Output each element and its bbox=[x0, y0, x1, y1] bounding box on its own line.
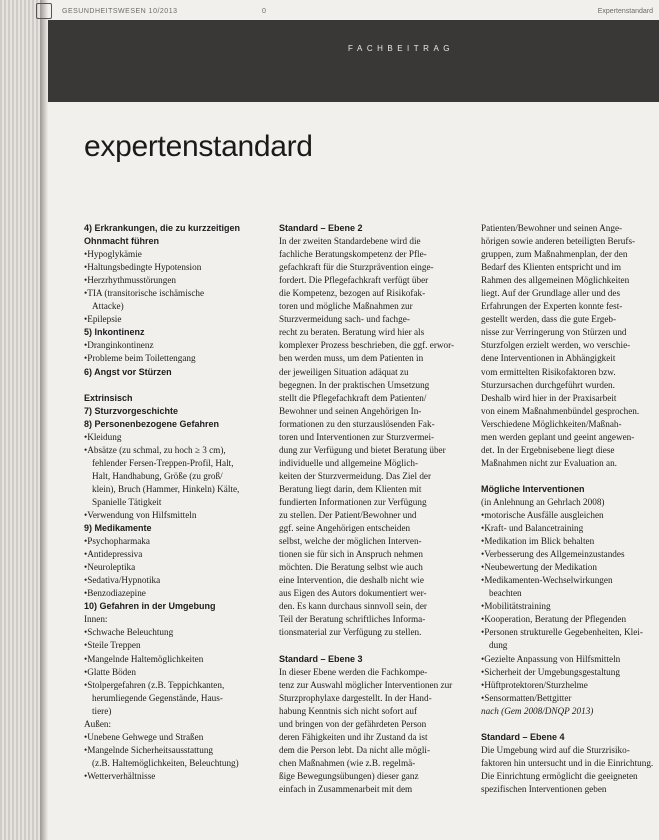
text-line: Ohnmacht führen bbox=[84, 236, 160, 247]
text-line bbox=[481, 718, 659, 731]
text-line: Beratung liegt darin, dem Klienten mit bbox=[279, 483, 422, 494]
text-line: • Antidepressiva bbox=[84, 548, 264, 561]
text-line: • motorische Ausfälle ausgleichen bbox=[481, 509, 659, 522]
text-line: • Verbesserung des Allgemeinzustandes bbox=[481, 548, 659, 561]
text-line: • Psychopharmaka bbox=[84, 535, 264, 548]
text-line: (in Anlehnung an Gehrlach 2008) bbox=[481, 496, 605, 507]
text-line: gefachkraft für die Sturzprävention einge- bbox=[279, 262, 434, 273]
text-line: Sturzprophylaxe dargestellt. In der Hand- bbox=[279, 692, 432, 703]
text-line: • Herzrhythmusstörungen bbox=[84, 274, 264, 287]
text-line: fachliche Beratungskompetenz der Pfle- bbox=[279, 249, 427, 260]
text-line: Bewohner und seinen Angehörigen In- bbox=[279, 405, 422, 416]
text-line: • Probleme beim Toilettengang bbox=[84, 352, 264, 365]
text-line: • Mangelnde Haltemöglichkeiten bbox=[84, 653, 264, 666]
text-line: • Haltungsbedingte Hypotension bbox=[84, 261, 264, 274]
text-line: komplexer Prozess beschrieben, die ggf. erwor- bbox=[279, 340, 455, 351]
text-line: eine Intervention, die deshalb nicht wie bbox=[279, 575, 424, 586]
text-line: selbst, welche der möglichen Interven- bbox=[279, 536, 422, 547]
text-line: • Hypoglykämie bbox=[84, 248, 264, 261]
text-line: Attacke) bbox=[92, 301, 124, 312]
text-line bbox=[279, 640, 459, 653]
text-line: Innen: bbox=[84, 614, 108, 625]
stacked-page-edges bbox=[0, 0, 40, 840]
text-line: Mögliche Interventionen bbox=[481, 483, 585, 494]
text-line: recht zu beraten. Beratung wird hier als bbox=[279, 327, 425, 338]
text-line: • Steile Treppen bbox=[84, 639, 264, 652]
text-column-1 bbox=[84, 222, 264, 783]
text-line: liegt. Auf der Grundlage aller und des bbox=[481, 288, 621, 299]
text-line: 9) Medikamente bbox=[84, 523, 152, 534]
header-right-text: Expertenstandard bbox=[597, 8, 653, 15]
text-line: vom ermittelten Risikofaktoren bzw. bbox=[481, 366, 616, 377]
text-line: faktoren hin untersucht und in die Einrichtung. bbox=[481, 757, 654, 768]
text-line: tiere) bbox=[92, 705, 112, 716]
text-line: beachten bbox=[489, 588, 522, 599]
text-line: dene Interventionen in Abhängigkeit bbox=[481, 353, 616, 364]
text-line: keiten der Sturzvermeidung. Das Ziel der bbox=[279, 470, 432, 481]
text-line: stellt die Pflegefachkraft dem Patienten/ bbox=[279, 392, 427, 403]
header-page-number: 0 bbox=[262, 8, 266, 15]
text-line: Standard – Ebene 4 bbox=[481, 731, 565, 742]
text-line: • Absätze (zu schmal, zu hoch ≥ 3 cm), bbox=[84, 444, 264, 457]
text-line: Verschiedene Möglichkeiten/Maßnah- bbox=[481, 418, 622, 429]
text-line: • Glatte Böden bbox=[84, 666, 264, 679]
text-line: Erfahrungen der Experten konnte fest- bbox=[481, 301, 623, 312]
text-line: det. In der Ergebnisebene liegt diese bbox=[481, 444, 615, 455]
text-line: den. Es kann durchaus sinnvoll sein, der bbox=[279, 601, 427, 612]
text-line: Die Einrichtung ermöglicht die geeigneten bbox=[481, 770, 638, 781]
text-line: ßige Bewegungsübungen) dieser ganz bbox=[279, 770, 419, 781]
text-line: Extrinsisch bbox=[84, 392, 133, 403]
text-line: tionsmaterial zur Verfügung zu stellen. bbox=[279, 627, 422, 638]
text-line: • Medikation im Blick behalten bbox=[481, 535, 659, 548]
text-line: Standard – Ebene 3 bbox=[279, 653, 363, 664]
text-line: begegnen. In der praktischen Umsetzung bbox=[279, 379, 430, 390]
text-line: • Benzodiazepine bbox=[84, 587, 264, 600]
text-line: die Kompetenz, bezogen auf Risikofak- bbox=[279, 288, 426, 299]
text-line: • Unebene Gehwege und Straßen bbox=[84, 731, 264, 744]
text-line: Bedarf des Klienten entspricht und im bbox=[481, 262, 622, 273]
text-line: aus Eigen des Autors dokumentiert wer- bbox=[279, 588, 427, 599]
text-line: Sturzursachen durchgeführt wurden. bbox=[481, 379, 615, 390]
text-line: möchten. Die Beratung selbst wie auch bbox=[279, 562, 423, 573]
journal-logo-icon bbox=[36, 3, 52, 19]
text-line: In der zweiten Standardebene wird die bbox=[279, 236, 421, 247]
text-line: Standard – Ebene 2 bbox=[279, 223, 363, 233]
text-line: ggf. seine Angehörigen entscheiden bbox=[279, 523, 411, 534]
text-line: • Medikamenten-Wechselwirkungen bbox=[481, 574, 659, 587]
text-line: Deshalb wird hier in der Praxisarbeit bbox=[481, 392, 617, 403]
text-line: • Stolpergefahren (z.B. Teppichkanten, bbox=[84, 679, 264, 692]
text-line: habung Kenntnis sich nicht sofort auf bbox=[279, 705, 418, 716]
text-line: • Kleidung bbox=[84, 431, 264, 444]
text-line: von einem Maßnahmenbündel gesprochen. bbox=[481, 405, 640, 416]
text-line: Maßnahmen nicht zur Evaluation an. bbox=[481, 457, 617, 468]
text-line: • Kraft- und Balancetraining bbox=[481, 522, 659, 535]
text-line: 8) Personenbezogene Gefahren bbox=[84, 418, 220, 429]
text-line: spezifischen Interventionen geben bbox=[481, 783, 607, 794]
text-line: formationen zu den sturzauslösenden Fak- bbox=[279, 418, 435, 429]
text-line: deren Fähigkeiten und ihr Zustand da ist bbox=[279, 731, 428, 742]
text-line: fundierten Informationen zur Verfügung bbox=[279, 496, 427, 507]
text-line: Sturzfolgen erzielt werden, wo verschie- bbox=[481, 340, 631, 351]
text-line: • Dranginkontinenz bbox=[84, 339, 264, 352]
text-line: nisse zur Verringerung von Stürzen und bbox=[481, 327, 627, 338]
text-line: • Personen strukturelle Gegebenheiten, Klei- bbox=[481, 626, 659, 639]
text-line: hörigen sowie anderen beteiligten Berufs- bbox=[481, 236, 636, 247]
text-line: • TIA (transitorische ischämische bbox=[84, 287, 264, 300]
text-line: • Epilepsie bbox=[84, 313, 264, 326]
text-line: • Verwendung von Hilfsmitteln bbox=[84, 509, 264, 522]
text-line: Patienten/Bewohner und seinen Ange- bbox=[481, 223, 623, 233]
text-line: 10) Gefahren in der Umgebung bbox=[84, 601, 216, 612]
text-line: (z.B. Haltemöglichkeiten, Beleuchtung) bbox=[92, 757, 239, 768]
section-label: FACHBEITRAG bbox=[348, 44, 454, 53]
text-line: • Mangelnde Sicherheitsausstattung bbox=[84, 744, 264, 757]
text-line: Die Umgebung wird auf die Sturzrisiko- bbox=[481, 744, 630, 755]
page-title: expertenstandard bbox=[84, 130, 313, 163]
text-line: • Sicherheit der Umgebungsgestaltung bbox=[481, 666, 659, 679]
text-line: tionen sie für sich in Anspruch nehmen bbox=[279, 549, 423, 560]
text-line: fordert. Die Pflegefachkraft verfügt über bbox=[279, 275, 429, 286]
text-line: 6) Angst vor Stürzen bbox=[84, 366, 172, 377]
text-line: dung bbox=[489, 640, 508, 651]
text-line: • Kooperation, Beratung der Pflegenden bbox=[481, 613, 659, 626]
running-header bbox=[0, 0, 659, 20]
text-column-2 bbox=[279, 222, 459, 796]
text-line: gestellt werden, dass die gute Ergeb- bbox=[481, 314, 617, 325]
text-line bbox=[84, 379, 264, 392]
text-line: • Wetterverhältnisse bbox=[84, 770, 264, 783]
section-banner bbox=[48, 20, 659, 102]
text-line: • Mobilitätstraining bbox=[481, 600, 659, 613]
text-line: und bringen von der gefährdeten Person bbox=[279, 718, 427, 729]
text-column-3 bbox=[481, 222, 659, 796]
text-line: 4) Erkrankungen, die zu kurzzeitigen bbox=[84, 223, 241, 233]
text-line: gruppen, zum Maßnahmenplan, der den bbox=[481, 249, 628, 260]
text-line: der jeweiligen Situation adäquat zu bbox=[279, 366, 409, 377]
text-line: Teil der Beratung schriftliches Informa- bbox=[279, 614, 426, 625]
text-line: • Neuroleptika bbox=[84, 561, 264, 574]
text-line: 7) Sturzvorgeschichte bbox=[84, 405, 179, 416]
text-line: Sturzvermeidung sach- und fachge- bbox=[279, 314, 410, 325]
text-line: toren und mögliche Maßnahmen zur bbox=[279, 301, 413, 312]
text-line: toren und Interventionen zur Sturzvermei- bbox=[279, 431, 435, 442]
text-line: chen Maßnahmen (wie z.B. regelmä- bbox=[279, 757, 416, 768]
page-edge-shadow bbox=[40, 0, 48, 840]
text-line: zu stellen. Der Patient/Bewohner und bbox=[279, 510, 417, 521]
text-line: dem die Person lebt. Da nicht alle mögli- bbox=[279, 744, 431, 755]
text-line: Rahmen des allgemeinen Möglichkeiten bbox=[481, 275, 630, 286]
text-line: • Gezielte Anpassung von Hilfsmitteln bbox=[481, 653, 659, 666]
text-line: individuelle und allgemeine Möglich- bbox=[279, 457, 419, 468]
text-line: 5) Inkontinenz bbox=[84, 327, 145, 338]
text-line: ben werden muss, um dem Patienten in bbox=[279, 353, 424, 364]
text-line: fehlender Fersen-Treppen-Profil, Halt, bbox=[92, 457, 234, 468]
text-line: einfach in Zusammenarbeit mit dem bbox=[279, 783, 413, 794]
header-left-text: GESUNDHEITSWESEN 10/2013 bbox=[62, 8, 178, 15]
text-line: • Sensormatten/Bettgitter bbox=[481, 692, 659, 705]
text-line: nach (Gem 2008/DNQP 2013) bbox=[481, 705, 594, 716]
text-line: Halt, Handhabung, Größe (zu groß/ bbox=[92, 470, 223, 481]
text-line: • Neubewertung der Medikation bbox=[481, 561, 659, 574]
text-line: • Schwache Beleuchtung bbox=[84, 626, 264, 639]
text-line: men werden geplant und geeint angewen- bbox=[481, 431, 635, 442]
text-line bbox=[481, 470, 659, 483]
text-line: Spanielle Tätigkeit bbox=[92, 496, 162, 507]
text-line: herumliegende Gegenstände, Haus- bbox=[92, 692, 223, 703]
text-line: • Hüftprotektoren/Sturzhelme bbox=[481, 679, 659, 692]
text-line: • Sedativa/Hypnotika bbox=[84, 574, 264, 587]
text-line: klein), Bruch (Hammer, Hinkeln) Kälte, bbox=[92, 483, 240, 494]
text-line: In dieser Ebene werden die Fachkompe- bbox=[279, 666, 428, 677]
text-line: dung zur Verfügung und bietet Beratung über bbox=[279, 444, 446, 455]
text-line: Außen: bbox=[84, 718, 112, 729]
text-line: tenz zur Auswahl möglicher Interventionen zur bbox=[279, 679, 453, 690]
